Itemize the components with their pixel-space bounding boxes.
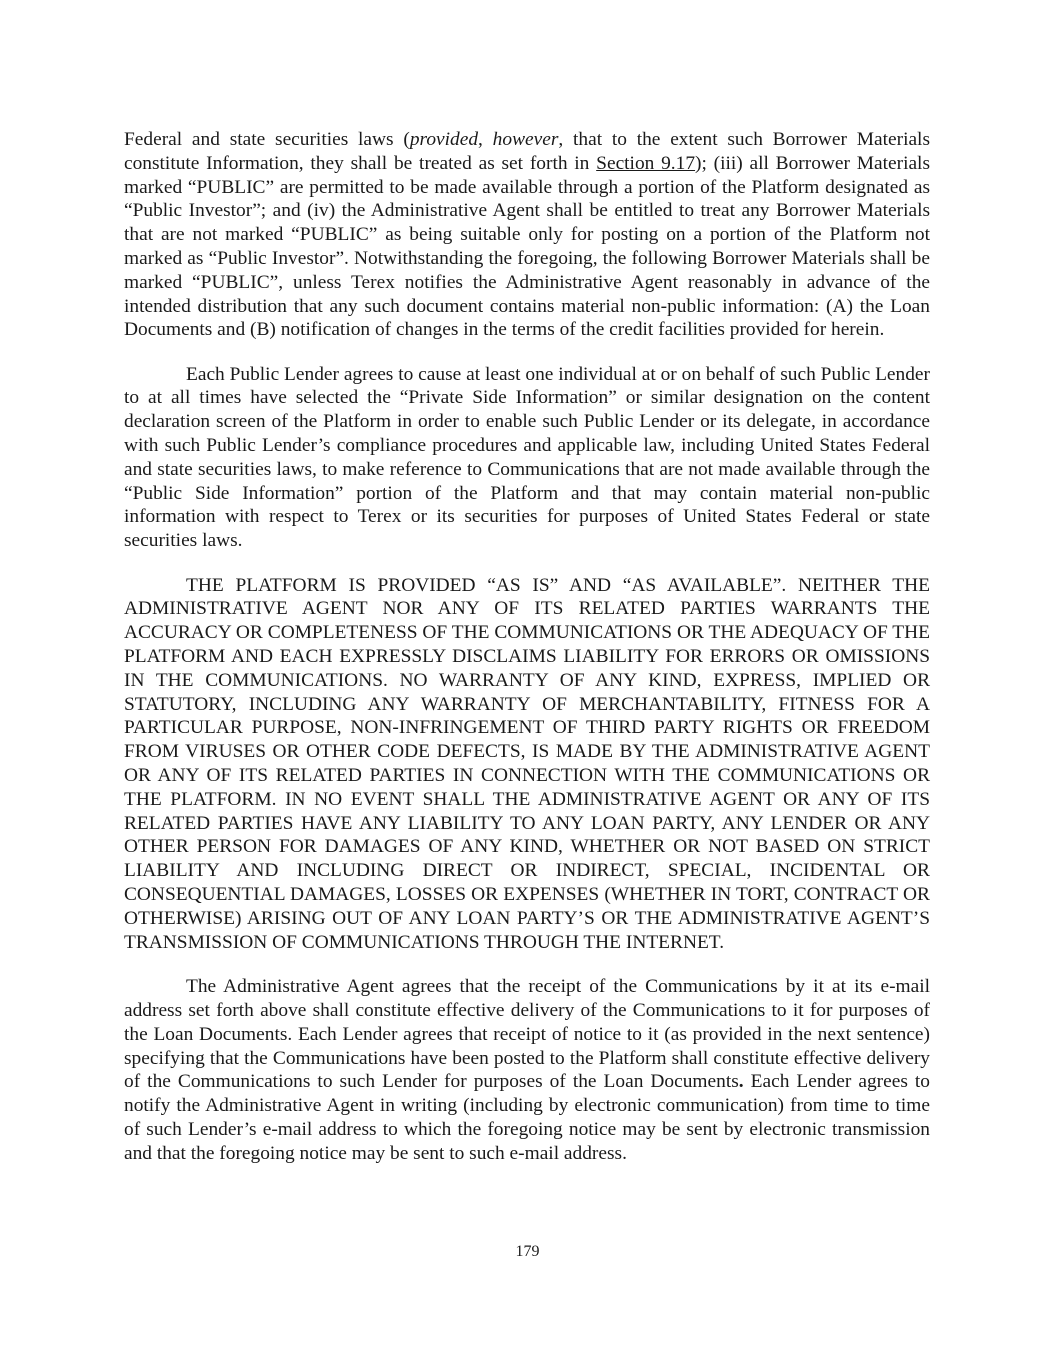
document-body bbox=[124, 128, 930, 1186]
paragraph-communications-delivery: The Administrative Agent agrees that the receipt of the Communications by it at its e-mail address set forth above shall constitute effective delivery of the Communications to it for purposes of the Loan Documents. Each Lender agrees that receipt of notice to it (as provided in the next sentence) specifying that the Communications have been posted to the Platform shall constitute effective delivery of the Communications to such Lender for purposes of the Loan Documents. Each Lender agrees to notify the Administrative Agent in writing (including by electronic communication) from time to time of such Lender’s e-mail address to which the foregoing notice may be sent by electronic transmission and that the foregoing notice may be sent to such e-mail address. bbox=[124, 976, 930, 1164]
section-reference: Section 9.17 bbox=[596, 152, 696, 174]
bold-period: . bbox=[738, 1071, 744, 1093]
paragraph-platform-disclaimer: THE PLATFORM IS PROVIDED “AS IS” AND “AS AVAILABLE”. NEITHER THE ADMINISTRATIVE AGENT NOR ANY OF ITS RELATED PARTIES WARRANTS THE ACCURACY OR COMPLETENESS OF THE COMMUNICATIONS OR THE ADEQUACY OF THE PLATFORM AND EACH EXPRESSLY DISCLAIMS LIABILITY FOR ERRORS OR OMISSIONS IN THE COMMUNICATIONS. NO WARRANTY OF ANY KIND, EXPRESS, IMPLIED OR STATUTORY, INCLUDING ANY WARRANTY OF MERCHANTABILITY, FITNESS FOR A PARTICULAR PURPOSE, NON-INFRINGEMENT OF THIRD PARTY RIGHTS OR FREEDOM FROM VIRUSES OR OTHER CODE DEFECTS, IS MADE BY THE ADMINISTRATIVE AGENT OR ANY OF ITS RELATED PARTIES IN CONNECTION WITH THE COMMUNICATIONS OR THE PLATFORM. IN NO EVENT SHALL THE ADMINISTRATIVE AGENT OR ANY OF ITS RELATED PARTIES HAVE ANY LIABILITY TO ANY LOAN PARTY, ANY LENDER OR ANY OTHER PERSON FOR DAMAGES OF ANY KIND, WHETHER OR NOT BASED ON STRICT LIABILITY AND INCLUDING DIRECT OR INDIRECT, SPECIAL, INCIDENTAL OR CONSEQUENTIAL DAMAGES, LOSSES OR EXPENSES (WHETHER IN TORT, CONTRACT OR OTHERWISE) ARISING OUT OF ANY LOAN PARTY’S OR THE ADMINISTRATIVE AGENT’S TRANSMISSION OF COMMUNICATIONS THROUGH THE INTERNET. bbox=[124, 574, 930, 953]
emphasis-however: however bbox=[492, 129, 559, 150]
paragraph-borrower-materials: Federal and state securities laws (provided, however, that to the extent such Borrower Materials constitute Information, they shall be treated as set forth in Section 9.17); (iii) all Borrower Materials marked “PUBLIC” are permitted to be made available through a portion of the Platform designated as “Public Investor”; and (iv) the Administrative Agent shall be entitled to treat any Borrower Materials that are not marked “PUBLIC” as being suitable only for posting on a portion of the Platform not marked as “Public Investor”. Notwithstanding the foregoing, the following Borrower Materials shall be marked “PUBLIC”, unless Terex notifies the Administrative Agent reasonably in advance of the intended distribution that any such document contains material non-public information: (A) the Loan Documents and (B) notification of changes in the terms of the credit facilities provided for herein. bbox=[124, 129, 930, 341]
page-number: 179 bbox=[515, 1243, 540, 1260]
emphasis-provided: provided bbox=[409, 129, 479, 150]
paragraph-public-lender: Each Public Lender agrees to cause at least one individual at or on behalf of such Public Lender to at all times have selected the “Private Side Information” or similar designation on the content declaration screen of the Platform in order to enable such Public Lender or its delegate, in accordance with such Public Lender’s compliance procedures and applicable law, including United States Federal and state securities laws, to make reference to Communications that are not made available through the “Public Side Information” portion of the Platform and that may contain material non-public information with respect to Terex or its securities for purposes of United States Federal or state securities laws. bbox=[124, 363, 930, 552]
